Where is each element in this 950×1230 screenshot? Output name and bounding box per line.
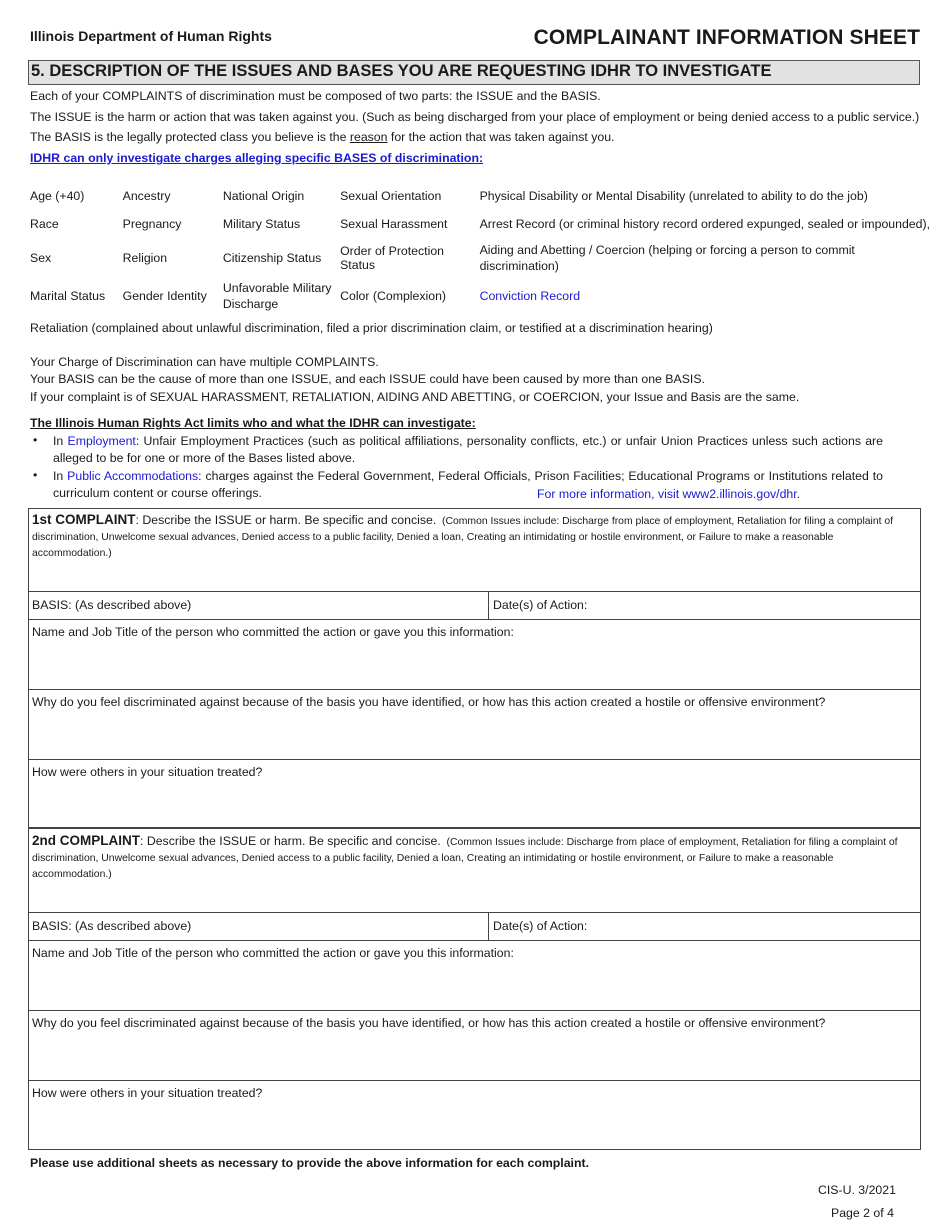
divider xyxy=(28,1010,921,1011)
intro-line-3-reason: reason xyxy=(349,130,388,144)
basis-cell: Physical Disability or Mental Disability (unrelated to ability to do the job) xyxy=(479,188,868,203)
basis-cell: Race xyxy=(30,217,59,231)
intro-line-1: Each of your COMPLAINTS of discrimination must be composed of two parts: the ISSUE and the BASIS. xyxy=(30,89,601,103)
complaint-2-others-label: How were others in your situation treated? xyxy=(32,1086,263,1100)
conviction-record-link[interactable]: Conviction Record xyxy=(479,289,581,303)
complaint-1-basis-label: BASIS: (As described above) xyxy=(32,598,192,612)
page-number: Page 2 of 4 xyxy=(831,1206,894,1220)
complaint-2-common-issues: (Common Issues include: Discharge from place of employment, Retaliation for filing a complaint of discrimination, Unwelcome sexual advances, Denied access to a public facility, Denied a loan, Creating an intimidating or hostile environment, or Failure to make a reasonable accommodation.) xyxy=(32,837,898,880)
intro-line-3-a: The BASIS is the legally protected class you believe is the xyxy=(30,130,350,144)
complaint-2-basis-label: BASIS: (As described above) xyxy=(32,919,192,933)
more-info-text: For more information, visit www2.illinois.gov/dhr xyxy=(537,487,797,501)
bases-row xyxy=(30,278,930,314)
basis-cell: Gender Identity xyxy=(122,289,207,303)
public-accommodations-link[interactable]: Public Accommodations xyxy=(67,469,199,483)
intro-line-2: The ISSUE is the harm or action that was taken against you. (Such as being discharged from your place of employment or being denied access to a public service.) xyxy=(30,110,920,124)
basis-cell: Ancestry xyxy=(122,188,171,203)
employment-link[interactable]: Employment xyxy=(67,434,136,448)
basis-cell: Age (+40) xyxy=(30,188,85,203)
bases-link[interactable]: IDHR can only investigate charges alleging specific BASES of discrimination: xyxy=(30,151,484,165)
complaint-2-instruction: : Describe the ISSUE or harm. Be specific and concise. xyxy=(140,834,441,848)
complaint-2-title: 2nd COMPLAINT xyxy=(32,833,140,848)
bases-row xyxy=(30,180,930,211)
basis-cell: Order of Protection Status xyxy=(340,243,444,272)
limits-heading: The Illinois Human Rights Act limits who and what the IDHR can investigate: xyxy=(30,416,476,430)
divider xyxy=(28,591,921,592)
divider xyxy=(28,689,921,690)
section-title: 5. DESCRIPTION OF THE ISSUES AND BASES YOU ARE REQUESTING IDHR TO INVESTIGATE xyxy=(31,62,772,80)
intro-line-3 xyxy=(30,130,614,144)
complaint-1-common-issues: (Common Issues include: Discharge from place of employment, Retaliation for filing a complaint of discrimination, Unwelcome sexual advances, Denied access to a public facility, Denied a loan, Creating an intimidating or hostile environment, or Failure to make a reasonable accommodation.) xyxy=(32,516,894,559)
complaint-1-name-label: Name and Job Title of the person who committed the action or gave you this information: xyxy=(32,625,514,639)
complaint-1-issue-field[interactable] xyxy=(30,548,919,590)
divider xyxy=(488,912,489,940)
basis-cell: Sexual Harassment xyxy=(340,217,448,231)
divider xyxy=(28,759,921,760)
retaliation-basis: Retaliation (complained about unlawful discrimination, filed a prior discrimination claim, or testified at a discrimination hearing) xyxy=(30,321,713,335)
bullet-in: In xyxy=(53,469,68,483)
limits-bullet-employment xyxy=(30,433,910,469)
form-code: CIS-U. 3/2021 xyxy=(818,1183,896,1197)
complaint-1-why-label: Why do you feel discriminated against because of the basis you have identified, or how has this action created a hostile or offensive environment? xyxy=(32,695,826,709)
bases-row xyxy=(30,211,930,237)
basis-cell: Unfavorable Military Discharge xyxy=(222,281,332,311)
bullet-glyph: • xyxy=(33,433,38,447)
public-accommodations-text: : charges against the Federal Government, Federal Officials, Prison Facilities; Educational Programs or Institutions related to curriculum content or course offerings. xyxy=(53,469,883,500)
bases-table xyxy=(30,180,930,314)
complaint-1-instruction: : Describe the ISSUE or harm. Be specific and concise. xyxy=(135,513,437,527)
bullet-text-employment xyxy=(53,433,883,467)
note-line-3: If your complaint is of SEXUAL HARASSMENT, RETALIATION, AIDING AND ABETTING, or COERCION, your Issue and Basis are the same. xyxy=(30,390,800,404)
basis-cell: Aiding and Abetting / Coercion (helping or forcing a person to commit discrimination) xyxy=(479,242,855,273)
more-info-link[interactable]: For more information, visit www2.illinois.gov/dhr. xyxy=(537,487,801,501)
bases-row xyxy=(30,237,930,278)
divider xyxy=(28,940,921,941)
complaint-1-date-label: Date(s) of Action: xyxy=(493,598,588,612)
complaint-1-title: 1st COMPLAINT xyxy=(32,512,136,527)
bullet-in: In xyxy=(53,434,68,448)
basis-cell: Religion xyxy=(122,250,168,265)
complaint-2-date-label: Date(s) of Action: xyxy=(493,919,588,933)
complaint-2-name-label: Name and Job Title of the person who committed the action or gave you this information: xyxy=(32,946,514,960)
basis-cell: Sexual Orientation xyxy=(340,188,442,203)
form-title: COMPLAINANT INFORMATION SHEET xyxy=(533,26,920,49)
basis-cell: Color (Complexion) xyxy=(340,289,447,303)
basis-cell: Arrest Record (or criminal history record ordered expunged, sealed or impounded), xyxy=(479,217,930,231)
additional-sheets-note: Please use additional sheets as necessary to provide the above information for each complaint. xyxy=(30,1156,589,1170)
complaint-2-issue-field[interactable] xyxy=(30,869,919,911)
agency-name: Illinois Department of Human Rights xyxy=(30,28,272,44)
complaint-1-others-label: How were others in your situation treated? xyxy=(32,765,263,779)
divider xyxy=(28,1080,921,1081)
basis-cell: Marital Status xyxy=(30,289,106,303)
complaint-2-why-label: Why do you feel discriminated against because of the basis you have identified, or how has this action created a hostile or offensive environment? xyxy=(32,1016,826,1030)
basis-cell: Pregnancy xyxy=(122,217,182,231)
basis-cell: Sex xyxy=(30,250,52,265)
employment-text: : Unfair Employment Practices (such as political affiliations, personality conflicts, etc.) or unfair Union Practices unless such actions are alleged to be for one or more of the Bases listed above. xyxy=(53,434,883,465)
note-line-1: Your Charge of Discrimination can have multiple COMPLAINTS. xyxy=(30,355,379,369)
divider xyxy=(28,912,921,913)
divider xyxy=(488,591,489,619)
basis-cell: Citizenship Status xyxy=(222,250,322,265)
divider xyxy=(28,619,921,620)
basis-cell: Military Status xyxy=(222,217,301,231)
bullet-glyph: • xyxy=(33,468,38,482)
basis-cell: National Origin xyxy=(222,188,305,203)
intro-line-3-c: for the action that was taken against you. xyxy=(387,130,615,144)
note-line-2: Your BASIS can be the cause of more than one ISSUE, and each ISSUE could have been caused by more than one BASIS. xyxy=(30,372,705,386)
